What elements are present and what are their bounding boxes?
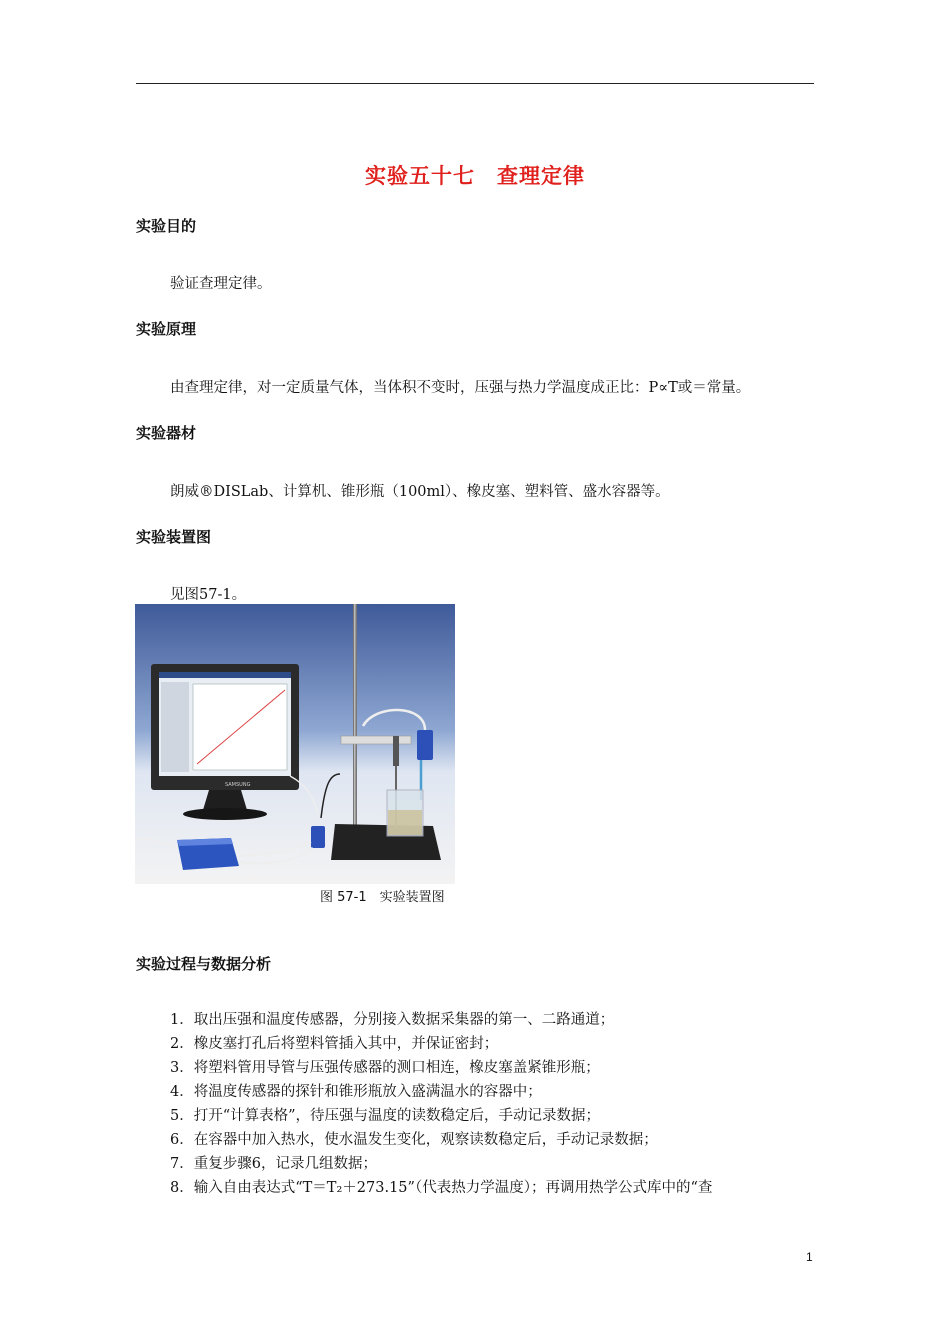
heading-purpose: 实验目的 (136, 217, 197, 235)
figure-caption: 图 57-1 实验装置图 (320, 890, 445, 905)
page-number: 1 (806, 1250, 813, 1264)
heading-procedure: 实验过程与数据分析 (136, 955, 272, 973)
list-item: 7．重复步骤6，记录几组数据； (170, 1156, 377, 1172)
list-item: 5．打开“计算表格”，待压强与温度的读数稳定后，手动记录数据； (170, 1108, 601, 1124)
list-item: 8．输入自由表达式“T＝T₂＋273.15”（代表热力学温度）；再调用热学公式库中的“查 (170, 1180, 713, 1196)
procedure-steps (170, 1010, 820, 1202)
list-item: 4．将温度传感器的探针和锥形瓶放入盛满温水的容器中； (170, 1084, 542, 1100)
principle-text: 由查理定律，对一定质量气体，当体积不变时，压强与热力学温度成正比：P∝T或＝常量。 (170, 380, 751, 396)
list-item: 1．取出压强和温度传感器，分别接入数据采集器的第一、二路通道； (170, 1012, 615, 1028)
monitor-brand: SAMSUNG (225, 782, 251, 788)
list-item: 2．橡皮塞打孔后将塑料管插入其中，并保证密封； (170, 1036, 499, 1052)
page-title: 实验五十七 查理定律 (365, 164, 585, 188)
heading-principle: 实验原理 (136, 320, 197, 338)
list-item: 3．将塑料管用导管与压强传感器的测口相连，橡皮塞盖紧锥形瓶； (170, 1060, 600, 1076)
apparatus-photo (135, 604, 455, 884)
list-item: 6．在容器中加入热水，使水温发生变化，观察读数稳定后，手动记录数据； (170, 1132, 658, 1148)
heading-equipment: 实验器材 (136, 424, 197, 442)
setup-text: 见图57-1。 (170, 587, 247, 603)
heading-setup: 实验装置图 (136, 528, 212, 546)
purpose-text: 验证查理定律。 (170, 276, 272, 292)
header-rule (136, 83, 814, 84)
equipment-text: 朗威®DISLab、计算机、锥形瓶（100ml）、橡皮塞、塑料管、盛水容器等。 (170, 484, 670, 500)
